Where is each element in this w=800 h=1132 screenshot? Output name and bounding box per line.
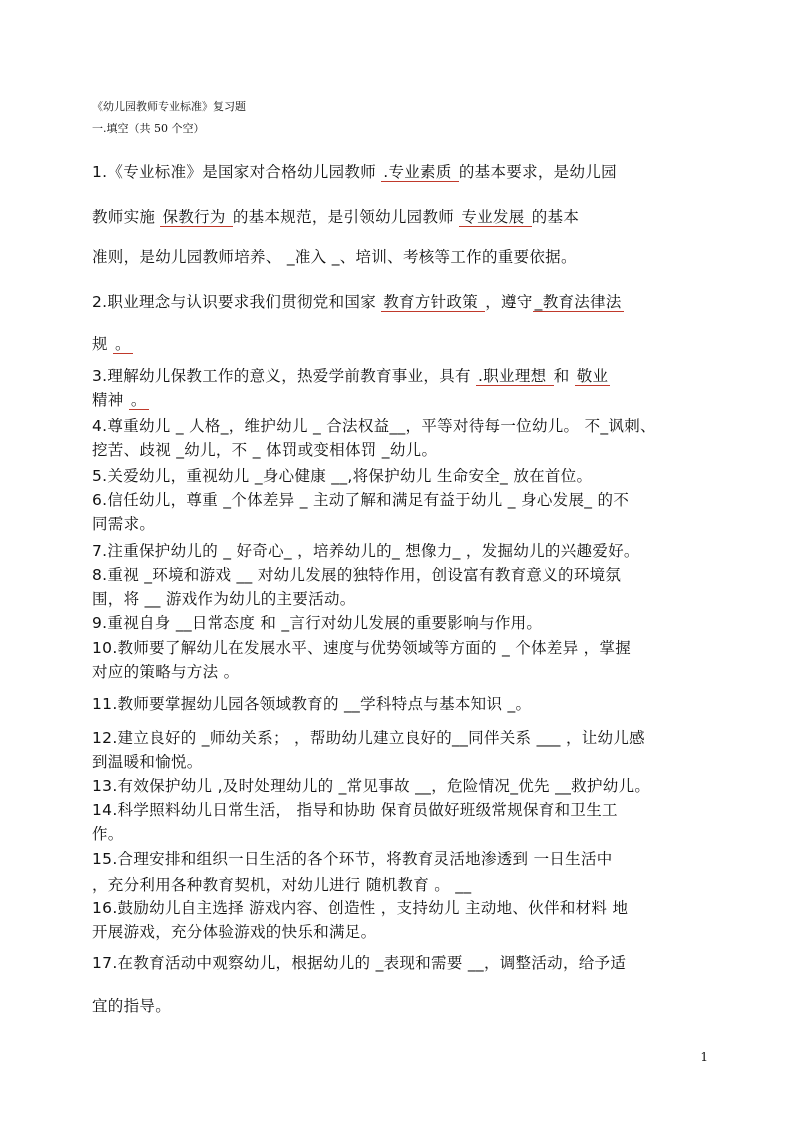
text-segment: ，遵守 [485, 293, 533, 311]
text-line [92, 512, 155, 534]
text-segment: 12.建立良好的 _师幼关系； ，帮助幼儿建立良好的__同伴关系 ___ ，让幼儿感 [92, 729, 645, 747]
text-segment: 精神 [92, 391, 129, 409]
text-line [92, 464, 592, 486]
text-segment: 作。 [92, 825, 124, 843]
text-segment: 6.信任幼儿，尊重 _个体差异 _ 主动了解和满足有益于幼儿 _ 身心发展_ 的不 [92, 491, 630, 509]
text-segment: 13.有效保护幼儿 ,及时处理幼儿的 _常见事故 __，危险情况_优先 __救护幼儿。 [92, 777, 651, 795]
text-line [92, 488, 629, 510]
text-segment: 宜的指导。 [92, 997, 172, 1015]
answer-blank: 敬业 [576, 367, 609, 385]
answer-blank: .专业素质 [383, 163, 457, 181]
text-line [92, 636, 631, 658]
text-segment: 围，将 __ 游戏作为幼儿的主要活动。 [92, 590, 356, 608]
text-segment: 11.教师要掌握幼儿园各领域教育的 __学科特点与基本知识 _。 [92, 695, 532, 713]
text-segment: ，充分利用各种教育契机，对幼儿进行 随机教育 。 __ [92, 876, 472, 894]
text-line [92, 822, 124, 844]
text-line [92, 332, 133, 354]
text-line [92, 774, 650, 796]
text-line [92, 896, 628, 918]
text-line [92, 726, 645, 748]
answer-blank: 教育方针政策 [383, 293, 484, 311]
text-line [92, 994, 171, 1016]
text-segment: 1.《专业标准》是国家对合格幼儿园教师 [92, 163, 382, 181]
text-line [92, 414, 656, 436]
text-segment: 7.注重保护幼儿的 _ 好奇心_ ，培养幼儿的_ 想像力_ ，发掘幼儿的兴趣爱好。 [92, 542, 640, 560]
text-line [92, 563, 621, 585]
text-line [92, 290, 624, 312]
text-segment: 规 [92, 335, 114, 353]
text-line [92, 245, 577, 267]
text-segment: 15.合理安排和组织一日生活的各个环节，将教育灵活地渗透到 一日生活中 [92, 850, 613, 868]
section-heading: 一.填空（共 50 个空） [92, 122, 205, 135]
answer-blank: .职业理想 [478, 367, 552, 385]
text-segment: 的基本规范，是引领幼儿园教师 [232, 208, 460, 226]
text-segment: 和 [553, 367, 575, 385]
text-line [92, 847, 613, 869]
text-line [92, 587, 356, 609]
text-segment: 8.重视 _环境和游戏 __ 对幼儿发展的独特作用，创设富有教育意义的环境氛 [92, 566, 622, 584]
text-segment: 16.鼓励幼儿自主选择 游戏内容、创造性 ，支持幼儿 主动地、伙伴和材料 地 [92, 899, 629, 917]
text-segment: 到温暖和愉悦。 [92, 753, 203, 771]
text-segment: 的基本 [531, 208, 580, 226]
text-line [92, 660, 239, 682]
text-segment: 5.关爱幼儿，重视幼儿 _身心健康 __,将保护幼儿 生命安全_ 放在首位。 [92, 467, 593, 485]
text-segment: 教师实施 [92, 208, 161, 226]
text-line [92, 951, 626, 973]
text-line [92, 539, 640, 561]
page-number: 1 [700, 1050, 708, 1064]
text-segment: 准则，是幼儿园教师培养、 _准入 _、培训、考核等工作的重要依据。 [92, 248, 577, 266]
text-segment: 9.重视自身 __日常态度 和 _言行对幼儿发展的重要影响与作用。 [92, 614, 543, 632]
text-segment: 10.教师要了解幼儿在发展水平、速度与优势领域等方面的 _ 个体差异 ，掌握 [92, 639, 632, 657]
text-line [92, 798, 618, 820]
text-line [92, 364, 610, 386]
answer-blank: 。 [115, 335, 131, 353]
text-segment: 17.在教育活动中观察幼儿，根据幼儿的 _表现和需要 __，调整活动，给予适 [92, 954, 627, 972]
text-segment: 4.尊重幼儿 _ 人格_，维护幼儿 _ 合法权益__，平等对待每一位幼儿。 不_讽刺、 [92, 417, 656, 435]
answer-blank: 保教行为 [162, 208, 231, 226]
text-segment: 同需求。 [92, 515, 156, 533]
text-line [92, 611, 542, 633]
text-segment: 的基本要求，是幼儿园 [458, 163, 617, 181]
text-segment: 挖苦、歧视 _幼儿，不 _ 体罚或变相体罚 _幼儿。 [92, 441, 438, 459]
text-line [92, 388, 149, 410]
text-segment: 开展游戏，充分体验游戏的快乐和满足。 [92, 923, 377, 941]
text-line [92, 160, 617, 182]
answer-blank: 专业发展 [461, 208, 530, 226]
text-segment: 对应的策略与方法 。 [92, 663, 240, 681]
answer-blank: 。 [130, 391, 147, 409]
answer-blank: _教育法律法 [534, 293, 622, 311]
text-segment: 14.科学照料幼儿日常生活， 指导和协助 保育员做好班级常规保育和卫生工 [92, 801, 618, 819]
text-line [92, 205, 579, 227]
text-line [92, 750, 203, 772]
text-line [92, 692, 531, 714]
text-segment: 2.职业理念与认识要求我们贯彻党和国家 [92, 293, 382, 311]
text-line [92, 438, 437, 460]
text-line [92, 920, 376, 942]
document-title: 《幼儿园教师专业标准》复习题 [92, 100, 246, 113]
text-line [92, 873, 471, 895]
text-segment: 3.理解幼儿保教工作的意义，热爱学前教育事业，具有 [92, 367, 477, 385]
